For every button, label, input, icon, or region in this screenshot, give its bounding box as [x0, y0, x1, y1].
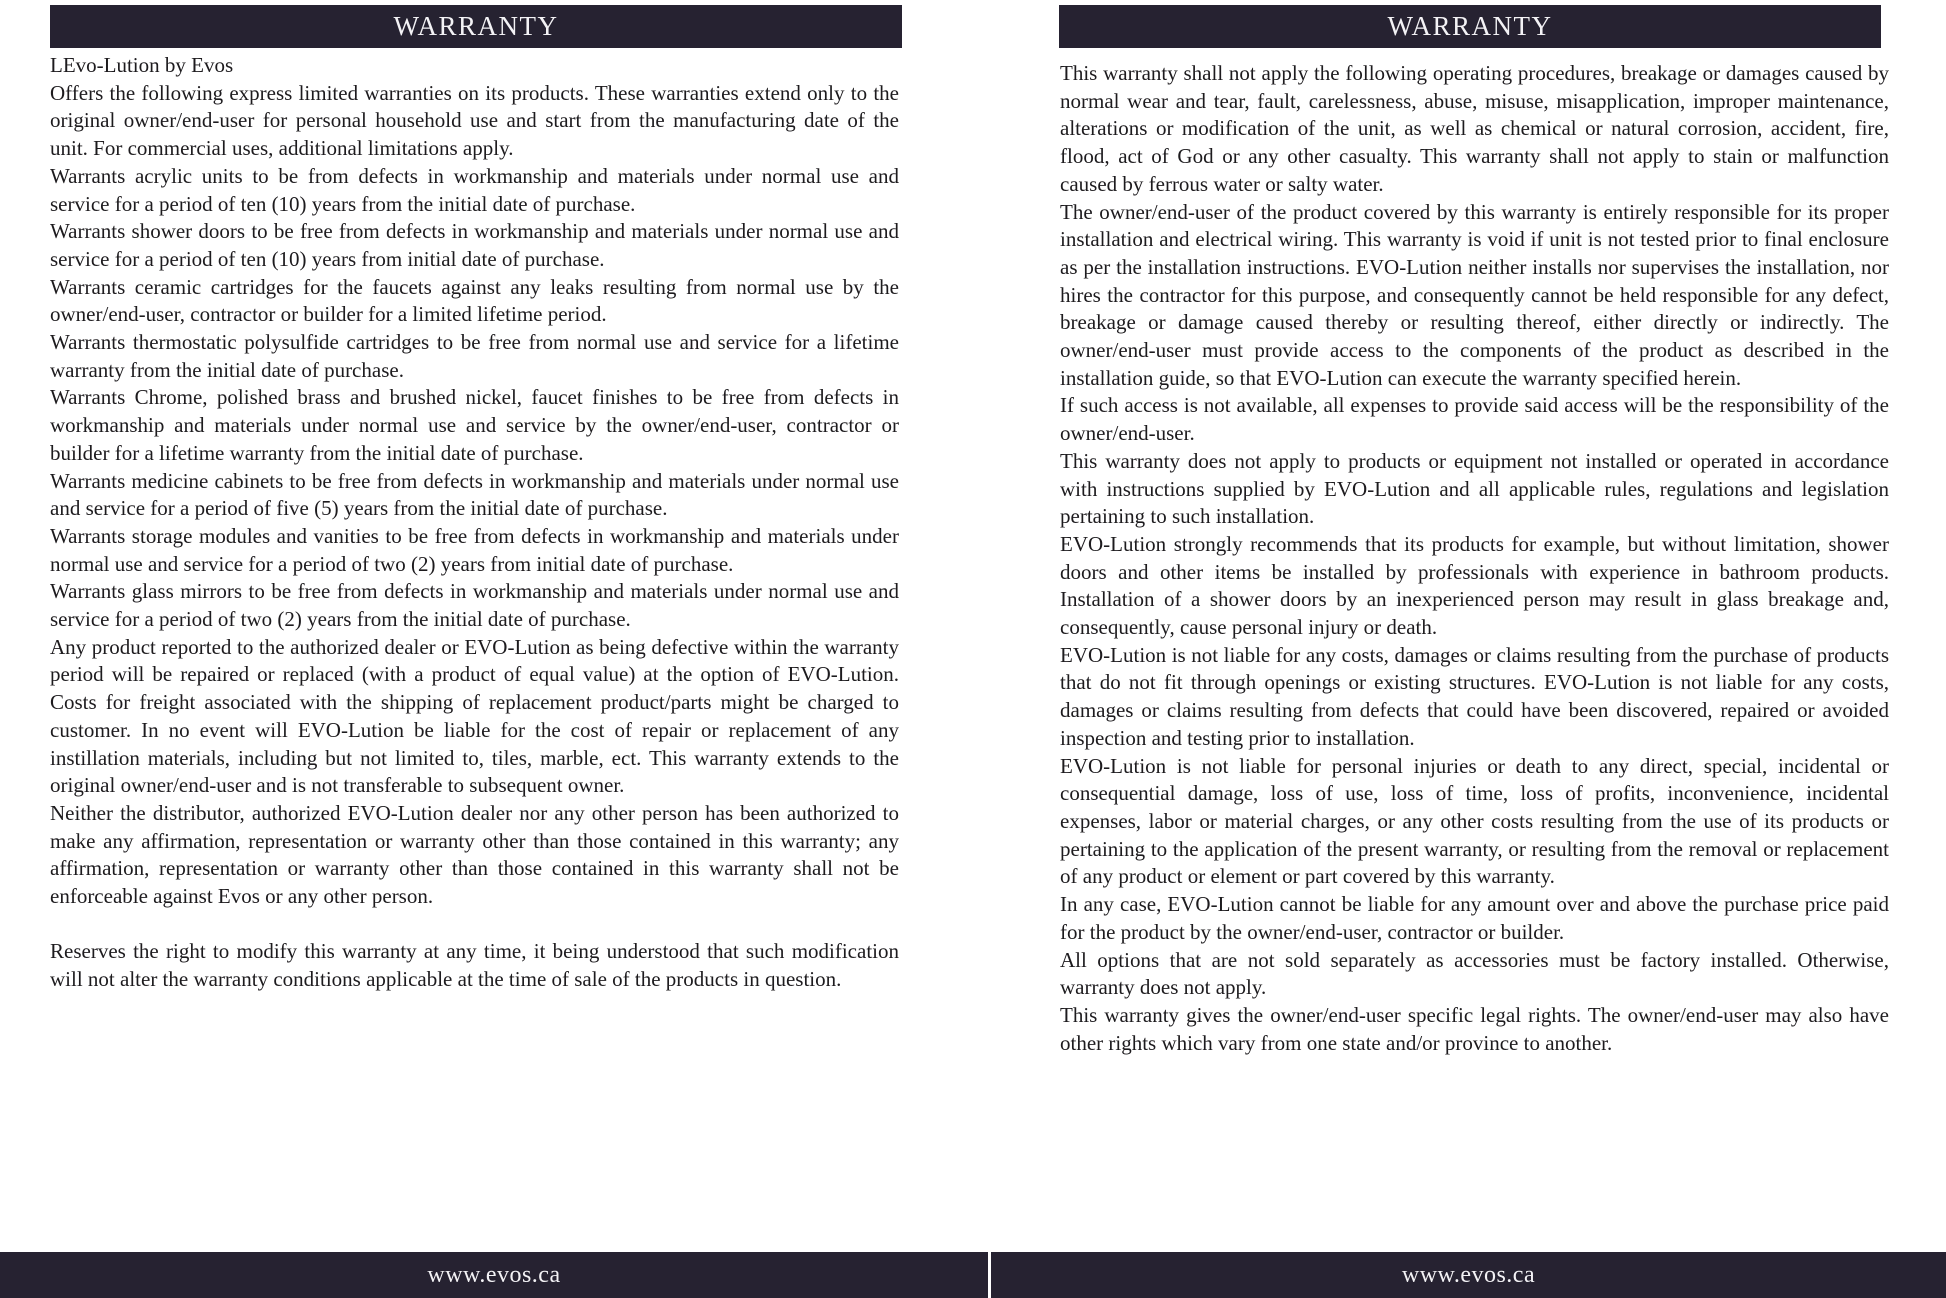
paragraph: Reserves the right to modify this warranty at any time, it being understood that such modification will not alter the warranty conditions applicable at the time of sale of the products in question.	[50, 939, 899, 992]
website-url-left: www.evos.ca	[427, 1261, 561, 1288]
paragraph: Warrants Chrome, polished brass and brushed nickel, faucet finishes to be free from defects in workmanship and materials under normal use and service by the owner/end-user, contractor or builder for a lifetime warranty from the initial date of purchase.	[50, 385, 899, 465]
footer-bar-right	[991, 1252, 1946, 1298]
footer-bar-left	[0, 1252, 988, 1298]
paragraph: Any product reported to the authorized dealer or EVO-Lution as being defective within the warranty period will be repaired or replaced (with a product of equal value) at the option of EVO-Lution. Costs for freight associated with the shipping of replacement product/parts might be charged to customer. In no event will EVO-Lution be liable for the cost of repair or replacement of any instillation materials, including but not limited to, tiles, marble, ect. This warranty extends to the original owner/end-user and is not transferable to subsequent owner.	[50, 634, 899, 798]
warranty-text-column-right	[1060, 60, 1889, 1057]
paragraph: If such access is not available, all expenses to provide said access will be the responsibility of the owner/end-user.	[1060, 393, 1889, 446]
paragraph: Neither the distributor, authorized EVO-Lution dealer nor any other person has been authorized to make any affirmation, representation or warranty other than those contained in this warranty; any affirmation, representation or warranty other than those contained in this warranty shall not be enforceable against Evos or any other person.	[50, 800, 899, 909]
paragraph: LEvo-Lution by Evos	[50, 53, 234, 77]
paragraph: Warrants glass mirrors to be free from defects in workmanship and materials under normal use and service for a period of two (2) years from the initial date of purchase.	[50, 579, 899, 632]
paragraph: Offers the following express limited warranties on its products. These warranties extend only to the original owner/end-user for personal household use and start from the manufacturing date of the unit. For commercial uses, additional limitations apply.	[50, 80, 899, 161]
paragraph: Warrants acrylic units to be from defects in workmanship and materials under normal use and service for a period of ten (10) years from the initial date of purchase.	[50, 163, 899, 216]
paragraph: All options that are not sold separately as accessories must be factory installed. Otherwise, warranty does not apply.	[1060, 947, 1889, 1000]
paragraph: Warrants shower doors to be free from defects in workmanship and materials under normal use and service for a period of ten (10) years from initial date of purchase.	[50, 219, 899, 271]
paragraph: This warranty shall not apply the following operating procedures, breakage or damages caused by normal wear and tear, fault, carelessness, abuse, misuse, misapplication, improper maintenance, alterations or modification of the unit, as well as chemical or natural corrosion, accident, fire, flood, act of God or any other casualty. This warranty shall not apply to stain or malfunction caused by ferrous water or salty water.	[1060, 61, 1889, 196]
paragraph: In any case, EVO-Lution cannot be liable for any amount over and above the purchase price paid for the product by the owner/end-user, contractor or builder.	[1060, 892, 1889, 944]
paragraph: EVO-Lution is not liable for personal injuries or death to any direct, special, incidental or consequential damage, loss of use, loss of time, loss of profits, inconvenience, incidental expenses, labor or material charges, or any other costs resulting from the use of its products or pertaining to the application of the present warranty, or resulting from the removal or replacement of any product or element or part covered by this warranty.	[1060, 753, 1889, 889]
paragraph: Warrants medicine cabinets to be free from defects in workmanship and materials under normal use and service for a period of five (5) years from the initial date of purchase.	[50, 468, 899, 521]
paragraph: EVO-Lution strongly recommends that its products for example, but without limitation, shower doors and other items be installed by professionals with experience in bathroom products. Installation of a shower doors by an inexperienced person may result in glass breakage and, consequently, cause personal injury or death.	[1060, 531, 1889, 640]
paragraph: This warranty does not apply to products or equipment not installed or operated in accordance with instructions supplied by EVO-Lution and all applicable rules, regulations and legislation pertaining to such installation.	[1060, 448, 1889, 529]
warranty-title-left: WARRANTY	[393, 11, 559, 41]
warranty-title-right: WARRANTY	[1387, 11, 1553, 41]
warranty-header-bar-left	[50, 5, 902, 48]
paragraph: This warranty gives the owner/end-user specific legal rights. The owner/end-user may also have other rights which vary from one state and/or province to another.	[1060, 1002, 1889, 1055]
paragraph: Warrants thermostatic polysulfide cartridges to be free from normal use and service for a lifetime warranty from the initial date of purchase.	[50, 330, 899, 382]
website-url-right: www.evos.ca	[1401, 1261, 1536, 1288]
paragraph: The owner/end-user of the product covered by this warranty is entirely responsible for its proper installation and electrical wiring. This warranty is void if unit is not tested prior to final enclosure as per the installation instructions. EVO-Lution neither installs nor supervises the installation, nor hires the contractor for this purpose, and consequently cannot be held responsible for any defect, breakage or damage caused thereby or resulting thereof, either directly or indirectly. The owner/end-user must provide access to the components of the product as described in the installation guide, so that EVO-Lution can execute the warranty specified herein.	[1060, 199, 1889, 390]
paragraph: Warrants storage modules and vanities to be free from defects in workmanship and materials under normal use and service for a period of two (2) years from initial date of purchase.	[50, 523, 899, 576]
paragraph: Warrants ceramic cartridges for the faucets against any leaks resulting from normal use by the owner/end-user, contractor or builder for a limited lifetime period.	[50, 274, 899, 327]
warranty-header-bar-right	[1059, 5, 1881, 48]
paragraph: EVO-Lution is not liable for any costs, damages or claims resulting from the purchase of products that do not fit through openings or existing structures. EVO-Lution is not liable for any costs, damages or claims resulting from defects that could have been discovered, repaired or avoided inspection and testing prior to installation.	[1060, 642, 1889, 750]
warranty-text-column-left	[50, 52, 899, 994]
